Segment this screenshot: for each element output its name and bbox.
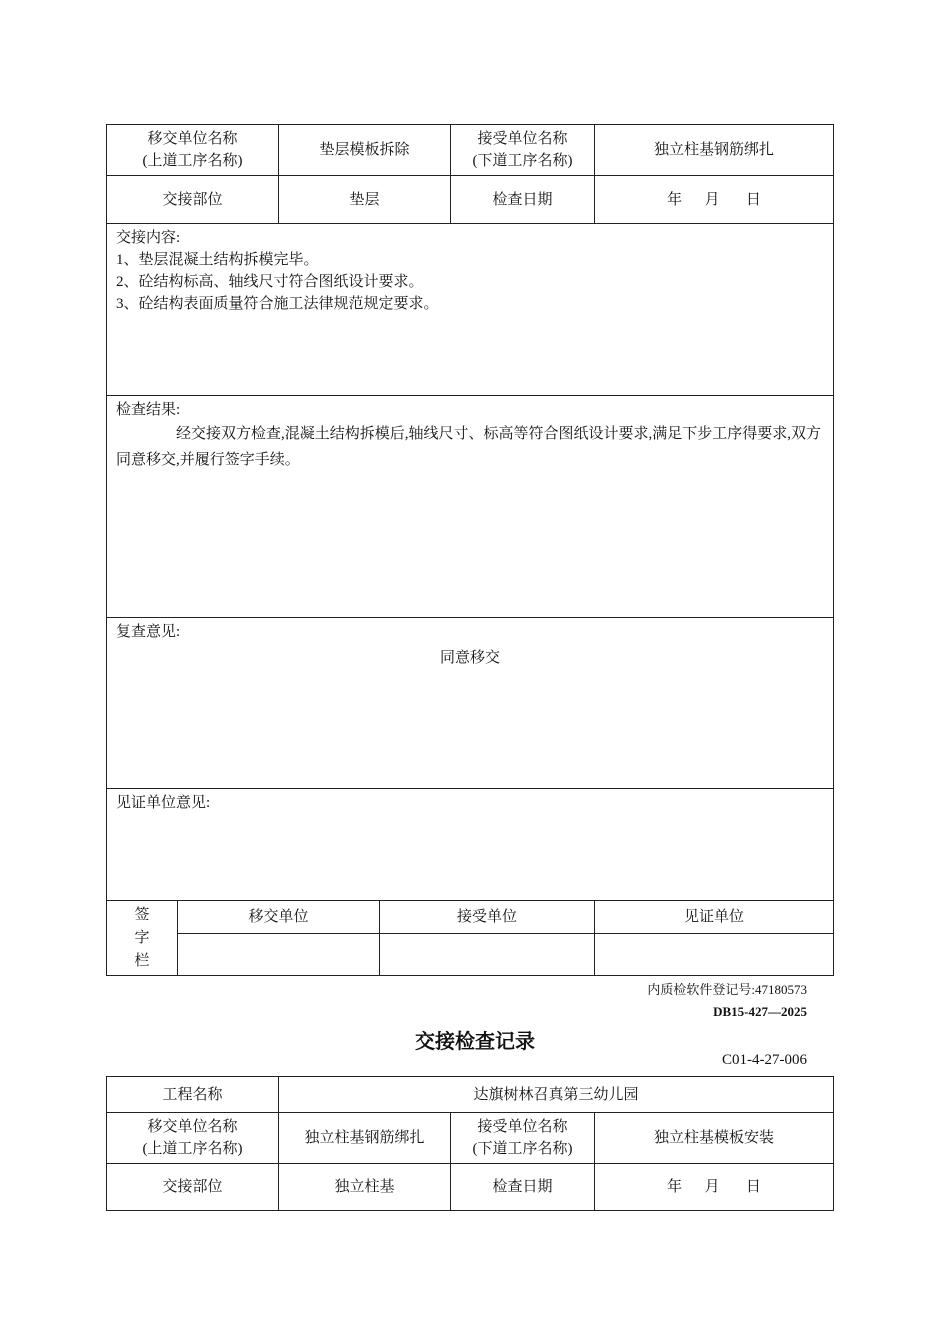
project-name-value: 达旗树林召真第三幼儿园: [279, 1077, 834, 1113]
content-item: 3、砼结构表面质量符合施工法律规范规定要求。: [116, 296, 439, 312]
project-name-label: 工程名称: [107, 1077, 279, 1113]
inspection-result: [107, 396, 834, 618]
record1-table: [106, 124, 834, 976]
review-label: 复查意见:: [116, 624, 181, 640]
content-item: 2、砼结构标高、轴线尺寸符合图纸设计要求。: [116, 274, 424, 290]
inspect-date-value: 年 月 日: [595, 176, 834, 224]
handover-content: [107, 224, 834, 396]
sign-transfer-blank: [178, 934, 380, 976]
sign-column-label: 签 字 栏: [107, 901, 178, 976]
content-label: 交接内容:: [116, 230, 181, 246]
receive-unit-label: 接受单位名称 (下道工序名称): [451, 1113, 595, 1164]
transfer-unit-label: 移交单位名称 (上道工序名称): [107, 1113, 279, 1164]
handover-part-value: 独立柱基: [279, 1164, 451, 1211]
transfer-unit-label: 移交单位名称 (上道工序名称): [107, 125, 279, 176]
sign-receive-blank: [380, 934, 595, 976]
content-item: 1、垫层混凝土结构拆模完毕。: [116, 252, 319, 268]
witness-opinion: [107, 789, 834, 901]
handover-part-value: 垫层: [279, 176, 451, 224]
record2-table: [106, 1076, 834, 1211]
review-opinion: [107, 618, 834, 789]
handover-part-label: 交接部位: [107, 176, 279, 224]
inspect-date-label: 检查日期: [451, 176, 595, 224]
transfer-unit-value: 独立柱基钢筋绑扎: [279, 1113, 451, 1164]
review-text: 同意移交: [440, 650, 501, 666]
sign-transfer-unit: 移交单位: [178, 901, 380, 934]
receive-unit-value: 独立柱基钢筋绑扎: [595, 125, 834, 176]
result-text: 经交接双方检查,混凝土结构拆模后,轴线尺寸、标高等符合图纸设计要求,满足下步工序得要求,双方同意移交,并履行签字手续。: [116, 426, 822, 468]
witness-label: 见证单位意见:: [116, 795, 211, 811]
result-label: 检查结果:: [116, 402, 181, 418]
receive-unit-label: 接受单位名称 (下道工序名称): [451, 125, 595, 176]
handover-part-label: 交接部位: [107, 1164, 279, 1211]
sign-receive-unit: 接受单位: [380, 901, 595, 934]
transfer-unit-value: 垫层模板拆除: [279, 125, 451, 176]
receive-unit-value: 独立柱基模板安装: [595, 1113, 834, 1164]
inspect-date-label: 检查日期: [451, 1164, 595, 1211]
sign-witness-unit: 见证单位: [595, 901, 834, 934]
page-title: 交接检查记录: [415, 1029, 535, 1053]
standard-code: DB15-427—2025: [713, 1004, 807, 1019]
software-registration: 内质检软件登记号:47180573: [647, 982, 807, 997]
inspect-date-value: 年 月 日: [595, 1164, 834, 1211]
sign-witness-blank: [595, 934, 834, 976]
record-code: C01-4-27-006: [722, 1052, 807, 1068]
